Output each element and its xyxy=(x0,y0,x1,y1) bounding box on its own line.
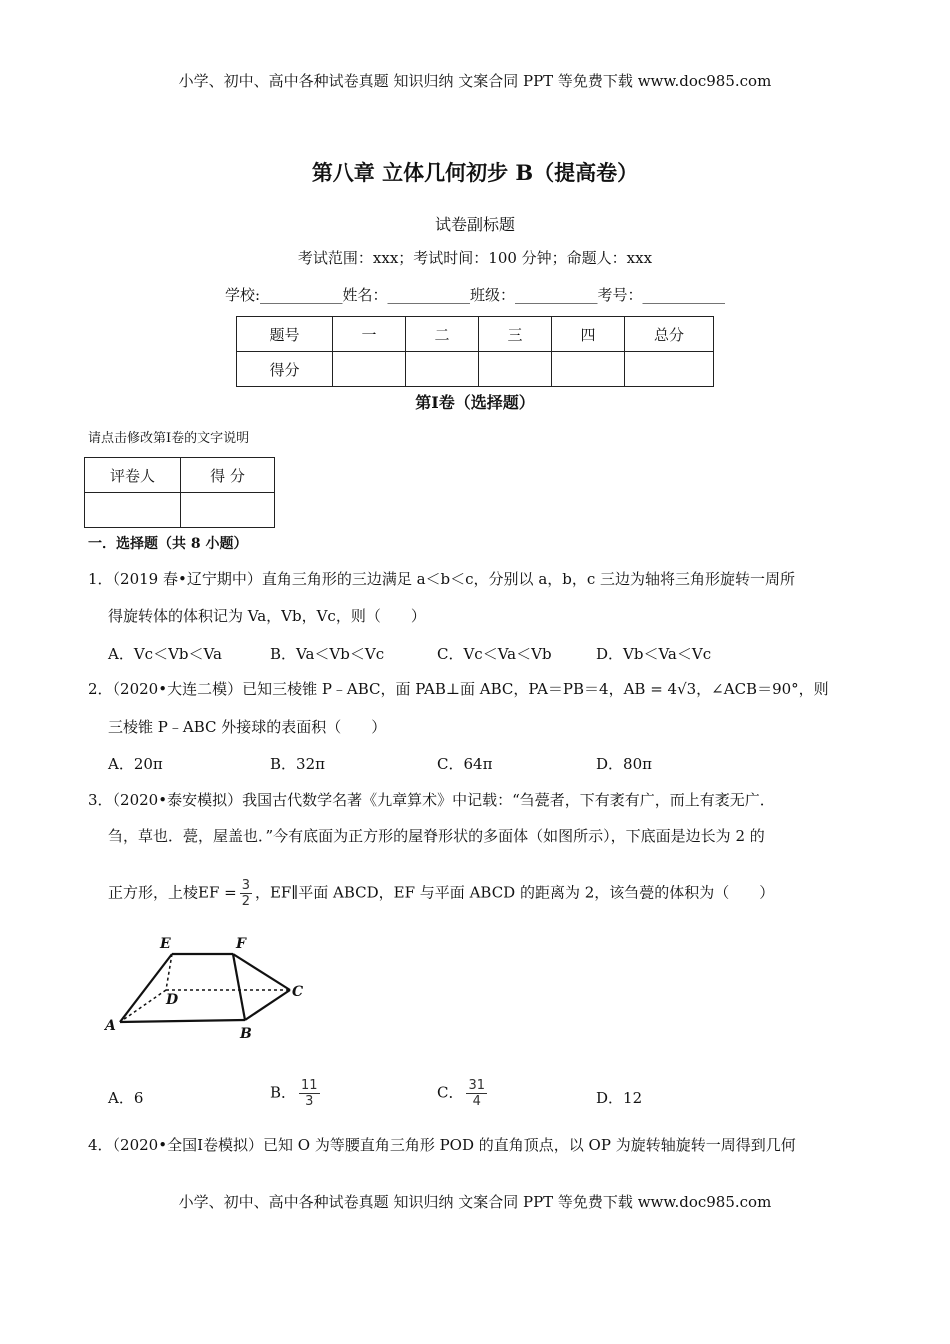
score-cell[interactable] xyxy=(333,352,406,387)
question-1-line2: 得旋转体的体积记为 Va，Vb，Vc，则（ ） xyxy=(108,607,426,625)
section-note[interactable]: 请点击修改第I卷的文字说明 xyxy=(88,431,250,446)
page-title: 第八章 立体几何初步 B（提高卷） xyxy=(311,160,639,185)
score-cell[interactable] xyxy=(552,352,625,387)
numerator: 31 xyxy=(468,1078,486,1093)
grader-table xyxy=(84,457,275,528)
numerator: 11 xyxy=(301,1078,318,1093)
edge-bc xyxy=(245,990,290,1020)
denominator: 2 xyxy=(241,894,250,909)
subtitle: 试卷副标题 xyxy=(434,215,515,234)
question-1-line1: 1．（2019 春•辽宁期中）直角三角形的三边满足 a＜b＜c，分别以 a，b，c 三边为轴将三角形旋转一周所 xyxy=(88,570,796,588)
label-b: B xyxy=(240,1026,252,1042)
score-cell[interactable] xyxy=(625,352,714,387)
label-e: E xyxy=(160,936,171,952)
question-4-line1: 4．（2020•全国Ⅰ卷模拟）已知 O 为等腰直角三角形 POD 的直角顶点，以 OP 为旋转轴旋转一周得到几何 xyxy=(88,1136,796,1154)
option-c[interactable]: C．64π xyxy=(437,755,493,773)
label-d: D xyxy=(166,992,179,1008)
score-cell[interactable] xyxy=(406,352,479,387)
edge-fb xyxy=(233,954,245,1020)
score-header: 题号 xyxy=(237,317,333,352)
polyhedron-figure xyxy=(100,930,310,1045)
fraction xyxy=(299,1078,320,1109)
option-label: C． xyxy=(437,1083,464,1102)
score-header: 一 xyxy=(333,317,406,352)
score-header: 四 xyxy=(552,317,625,352)
edge-ab xyxy=(120,1020,245,1022)
question-2-line1: 2．（2020•大连二模）已知三棱锥 P﹣ABC，面 PAB⊥面 ABC，PA＝PB＝4，AB = 4√3，∠ACB＝90°，则 xyxy=(88,680,829,698)
header-banner: 小学、初中、高中各种试卷真题 知识归纳 文案合同 PPT 等免费下载 www.doc985.com xyxy=(178,72,772,90)
score-table xyxy=(236,316,714,387)
score-row-label: 得分 xyxy=(237,352,333,387)
denominator: 4 xyxy=(472,1094,481,1109)
denominator: 3 xyxy=(305,1094,314,1109)
option-a[interactable]: A．6 xyxy=(108,1089,144,1107)
question-3-line3 xyxy=(108,878,774,909)
exam-info: 考试范围：xxx；考试时间：100 分钟；命题人：xxx xyxy=(297,249,653,267)
question-3-line1: 3．（2020•泰安模拟）我国古代数学名著《九章算术》中记载：“刍甍者，下有袤有广，而上有袤无广． xyxy=(88,791,775,809)
footer-banner: 小学、初中、高中各种试卷真题 知识归纳 文案合同 PPT 等免费下载 www.doc985.com xyxy=(178,1193,772,1211)
score-header: 二 xyxy=(406,317,479,352)
label-a: A xyxy=(105,1018,116,1034)
section-title: 第Ⅰ卷（选择题） xyxy=(415,393,535,412)
option-c[interactable] xyxy=(437,1078,490,1109)
option-d[interactable]: D．12 xyxy=(596,1089,643,1107)
label-f: F xyxy=(236,936,246,952)
grader-header: 得 分 xyxy=(181,458,275,493)
edge-da xyxy=(120,990,166,1022)
label-c: C xyxy=(292,984,304,1000)
grader-cell[interactable] xyxy=(85,493,181,528)
score-header: 总分 xyxy=(625,317,714,352)
question-3-line2: 刍，草也．甍，屋盖也．”今有底面为正方形的屋脊形状的多面体（如图所示），下底面是边长为 2 的 xyxy=(108,827,765,845)
line3-post: ，EF∥平面 ABCD，EF 与平面 ABCD 的距离为 2，该刍甍的体积为（ ） xyxy=(254,883,775,902)
grader-header: 评卷人 xyxy=(85,458,181,493)
score-cell[interactable] xyxy=(479,352,552,387)
edge-ea xyxy=(120,954,172,1022)
line3-pre: 正方形，上棱EF = xyxy=(108,883,237,902)
numerator: 3 xyxy=(241,878,250,893)
score-header: 三 xyxy=(479,317,552,352)
option-label: B． xyxy=(270,1083,297,1102)
option-a[interactable]: A．20π xyxy=(108,755,163,773)
option-d[interactable]: D．Vb＜Va＜Vc xyxy=(596,645,712,663)
option-b[interactable] xyxy=(270,1078,323,1109)
student-info: 学校:___________姓名：___________班级：___________考号：___________ xyxy=(224,286,726,304)
option-b[interactable]: B．Va＜Vb＜Vc xyxy=(270,645,385,663)
option-a[interactable]: A．Vc＜Vb＜Va xyxy=(108,645,222,663)
question-2-line2: 三棱锥 P﹣ABC 外接球的表面积（ ） xyxy=(108,718,387,736)
fraction xyxy=(466,1078,487,1109)
option-d[interactable]: D．80π xyxy=(596,755,652,773)
edge-fc xyxy=(233,954,290,990)
grader-cell[interactable] xyxy=(181,493,275,528)
fraction xyxy=(240,878,252,909)
option-b[interactable]: B．32π xyxy=(270,755,325,773)
option-c[interactable]: C．Vc＜Va＜Vb xyxy=(437,645,552,663)
part-heading: 一．选择题（共 8 小题） xyxy=(88,536,248,552)
